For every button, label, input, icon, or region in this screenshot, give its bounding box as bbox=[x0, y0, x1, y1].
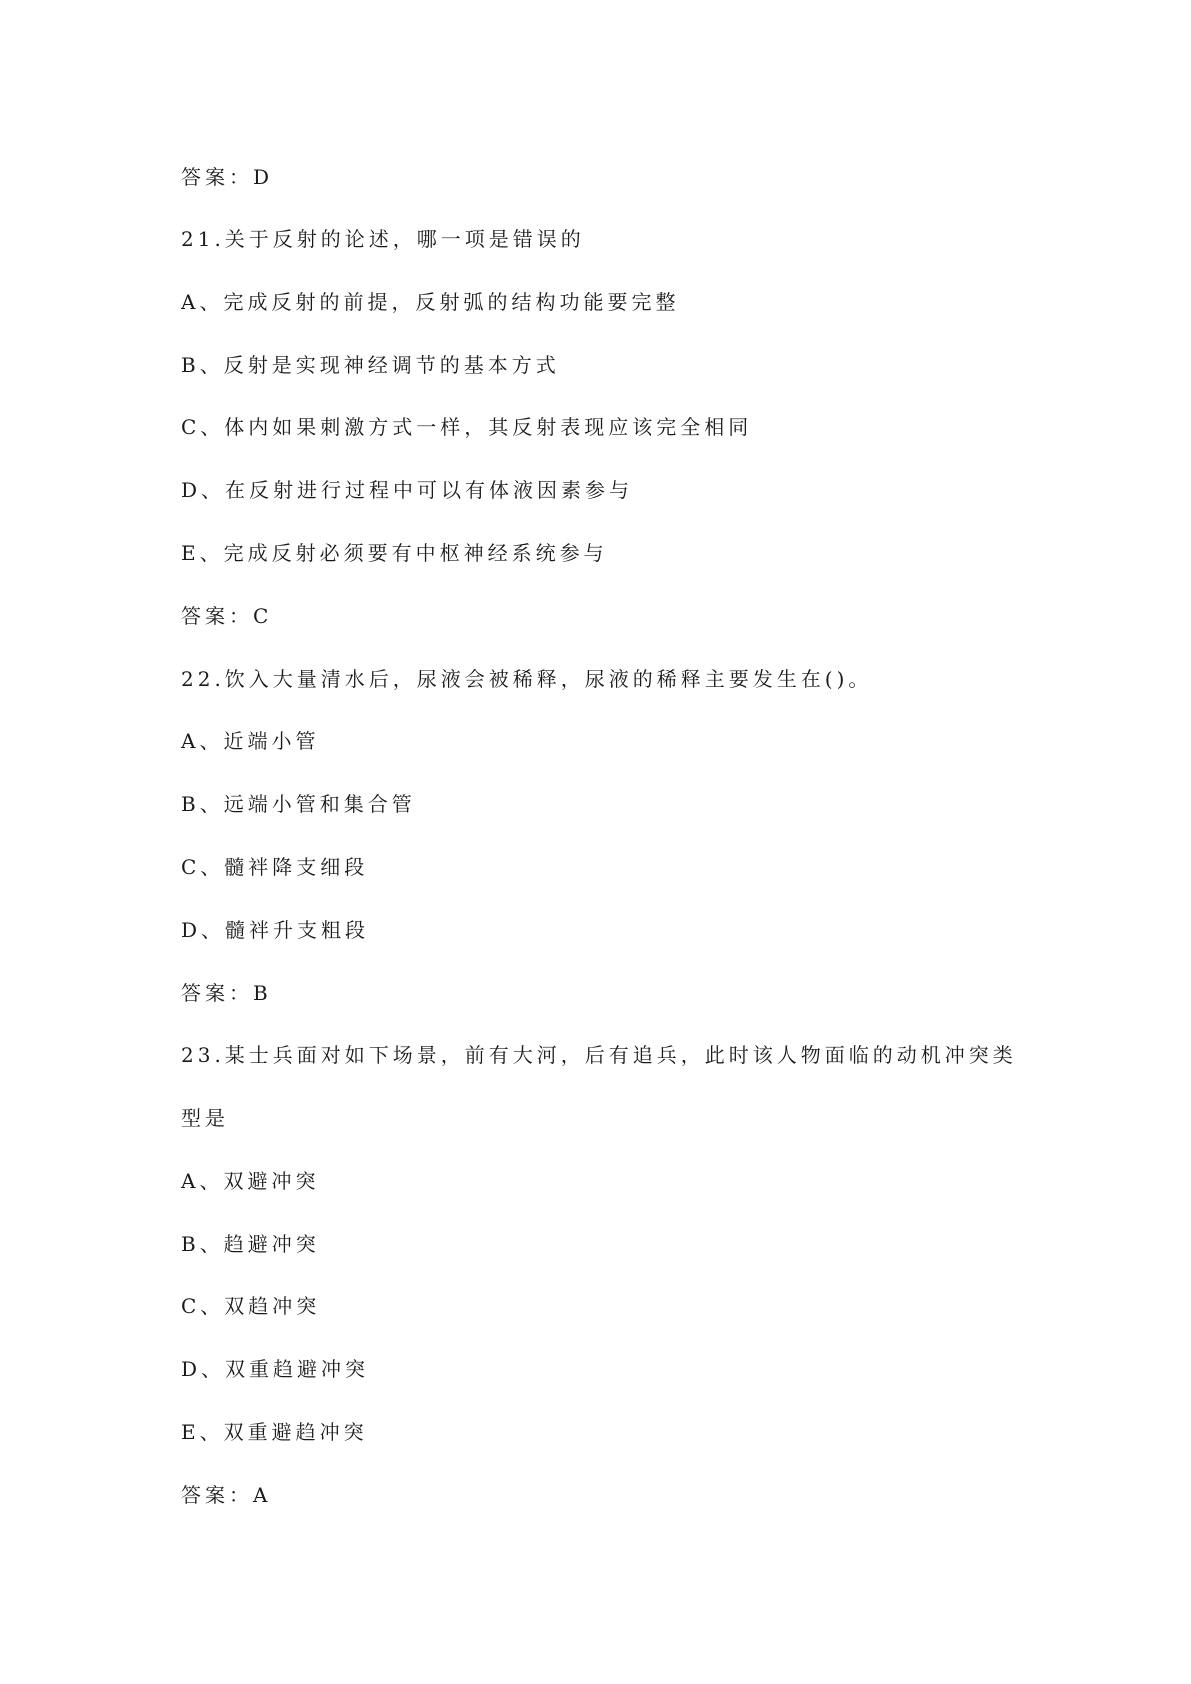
question-21-stem: 21.关于反射的论述，哪一项是错误的 bbox=[181, 227, 585, 251]
answer-22: 答案：B bbox=[181, 981, 272, 1005]
question-23-option-e: E、双重避趋冲突 bbox=[181, 1420, 368, 1444]
question-23-stem: 23.某士兵面对如下场景，前有大河，后有追兵，此时该人物面临的动机冲突类 bbox=[181, 1043, 1017, 1067]
question-22-stem: 22.饮入大量清水后，尿液会被稀释，尿液的稀释主要发生在()。 bbox=[181, 667, 873, 691]
question-23-stem-continued: 型是 bbox=[181, 1106, 229, 1130]
question-21-option-a: A、完成反射的前提，反射弧的结构功能要完整 bbox=[181, 290, 680, 314]
question-23-option-c: C、双趋冲突 bbox=[181, 1294, 321, 1318]
answer-20: 答案：D bbox=[181, 165, 274, 189]
question-22-option-d: D、髓袢升支粗段 bbox=[181, 918, 370, 942]
question-22-option-b: B、远端小管和集合管 bbox=[181, 792, 416, 816]
question-22-option-c: C、髓袢降支细段 bbox=[181, 855, 369, 879]
question-22-option-a: A、近端小管 bbox=[181, 729, 320, 753]
answer-23: 答案：A bbox=[181, 1483, 272, 1507]
question-23-option-b: B、趋避冲突 bbox=[181, 1232, 320, 1256]
question-23-option-a: A、双避冲突 bbox=[181, 1169, 320, 1193]
question-21-option-d: D、在反射进行过程中可以有体液因素参与 bbox=[181, 478, 634, 502]
answer-21: 答案：C bbox=[181, 604, 273, 628]
question-21-option-e: E、完成反射必须要有中枢神经系统参与 bbox=[181, 541, 608, 565]
question-21-option-c: C、体内如果刺激方式一样，其反射表现应该完全相同 bbox=[181, 415, 753, 439]
question-21-option-b: B、反射是实现神经调节的基本方式 bbox=[181, 353, 560, 377]
question-23-option-d: D、双重趋避冲突 bbox=[181, 1357, 370, 1381]
